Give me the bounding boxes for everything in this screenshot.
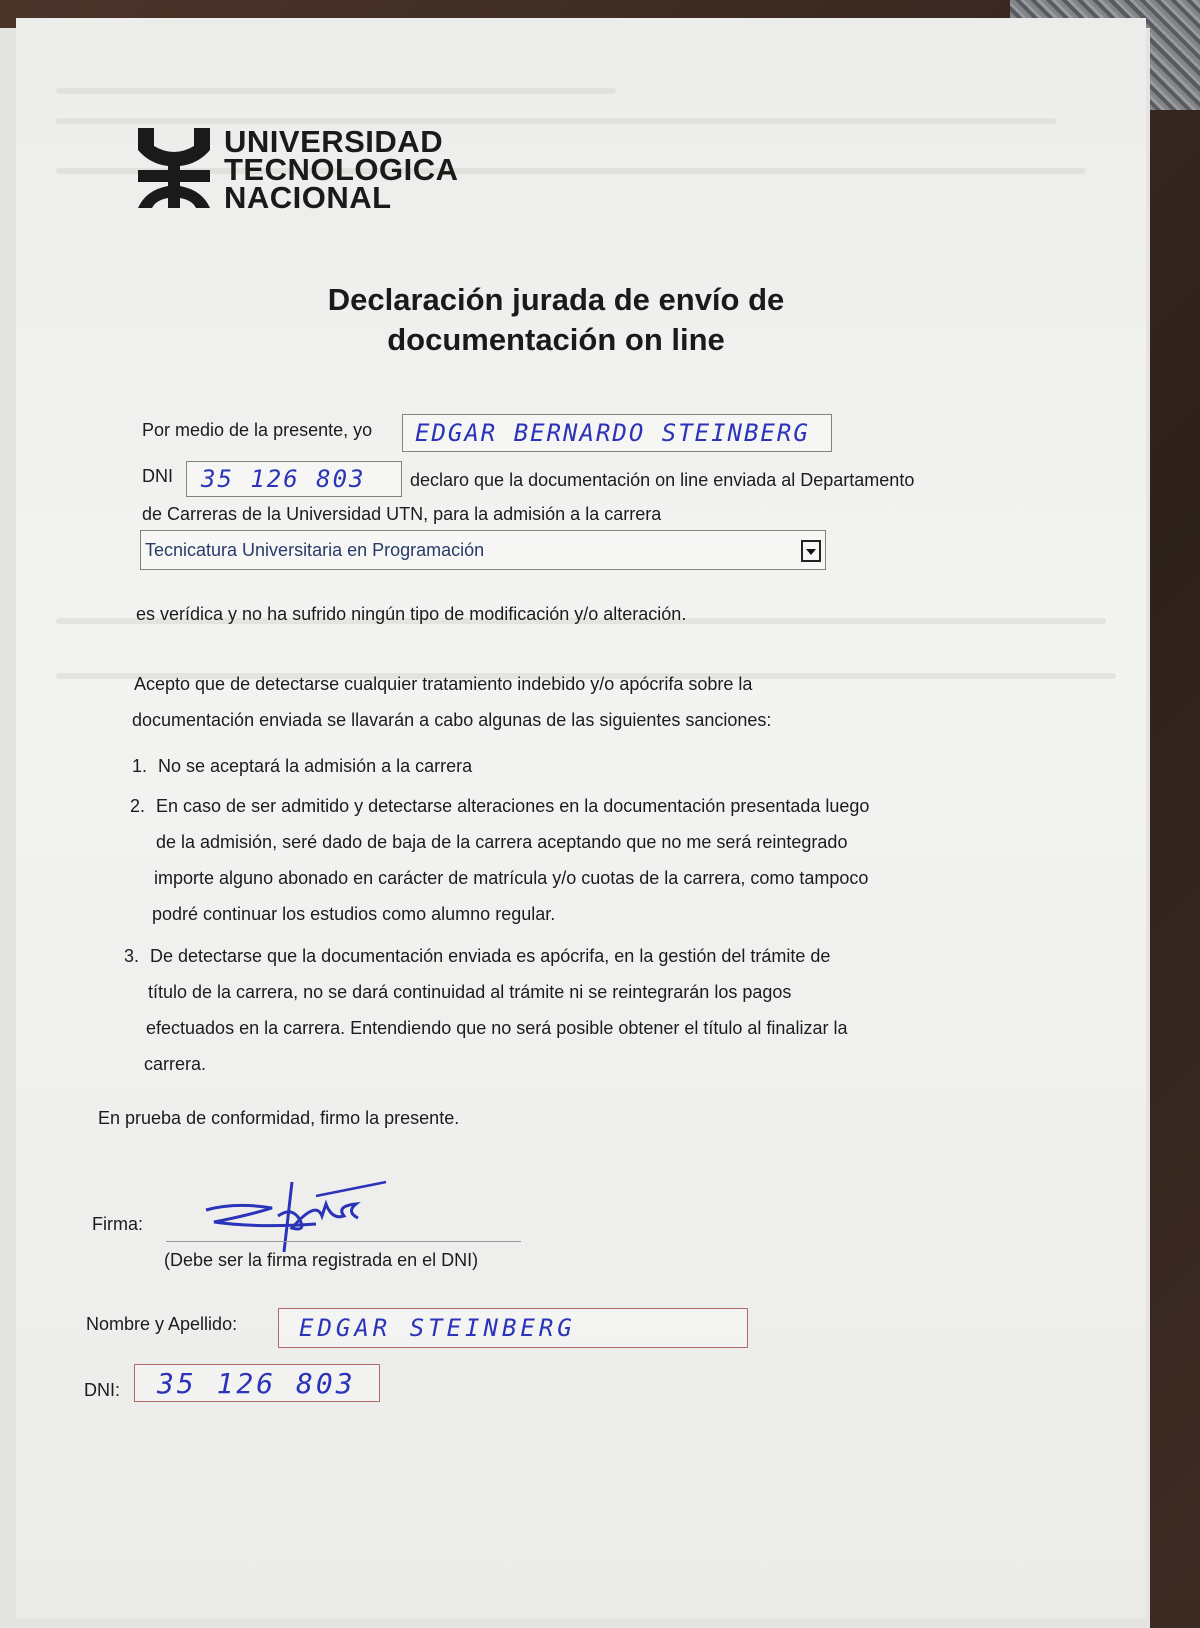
nombre-value: EDGAR STEINBERG xyxy=(299,1314,576,1342)
acepto-line: Acepto que de detectarse cualquier tratamiento indebido y/o apócrifa sobre la xyxy=(134,674,753,694)
list-item: importe alguno abonado en carácter de matrícula y/o cuotas de la carrera, como tampoco xyxy=(154,868,869,888)
list-item: De detectarse que la documentación enviada es apócrifa, en la gestión del trámite de xyxy=(150,946,831,966)
full-name-value: EDGAR BERNARDO STEINBERG xyxy=(415,419,810,447)
logo-line: NACIONAL xyxy=(224,180,392,215)
firma-note: (Debe ser la firma registrada en el DNI) xyxy=(164,1250,479,1270)
title-line: Declaración jurada de envío de xyxy=(327,282,785,317)
footer-dni-field[interactable] xyxy=(134,1364,380,1402)
utn-logo-text xyxy=(224,124,459,215)
list-item: título de la carrera, no se dará continuidad al trámite ni se reintegrarán los pagos xyxy=(148,982,792,1002)
veridica-text: es verídica y no ha sufrido ningún tipo de modificación y/o alteración. xyxy=(136,604,687,624)
footer-dni-value: 35 126 803 xyxy=(157,1367,356,1400)
declaro-text: declaro que la documentación on line enviada al Departamento xyxy=(410,470,915,490)
chevron-down-icon[interactable] xyxy=(801,540,821,562)
page-title xyxy=(246,280,866,360)
list-item: carrera. xyxy=(144,1054,207,1074)
footer-dni-label: DNI: xyxy=(84,1380,120,1400)
yo-label: Por medio de la presente, yo xyxy=(142,420,373,440)
career-select[interactable] xyxy=(140,530,826,570)
logo-line: TECNOLOGICA xyxy=(224,152,459,187)
conformidad-text: En prueba de conformidad, firmo la presente. xyxy=(98,1108,460,1128)
title-line: documentación on line xyxy=(387,322,725,357)
logo-line: UNIVERSIDAD xyxy=(224,124,444,159)
list-number: 3. xyxy=(124,946,140,966)
list-item: En caso de ser admitido y detectarse alteraciones en la documentación presentada luego xyxy=(156,796,870,816)
list-item: podré continuar los estudios como alumno regular. xyxy=(152,904,556,924)
acepto-line: documentación enviada se llavarán a cabo algunas de las siguientes sanciones: xyxy=(132,710,772,730)
show-through-line xyxy=(56,88,616,94)
career-selected-value: Tecnicatura Universitaria en Programación xyxy=(145,540,485,560)
firma-label: Firma: xyxy=(92,1214,143,1234)
list-item: de la admisión, seré dado de baja de la carrera aceptando que no me será reintegrado xyxy=(156,832,848,852)
list-item: No se aceptará la admisión a la carrera xyxy=(158,756,473,776)
nombre-label: Nombre y Apellido: xyxy=(86,1314,238,1334)
full-name-field[interactable] xyxy=(402,414,832,452)
dni-label: DNI xyxy=(142,466,173,486)
intro-line: de Carreras de la Universidad UTN, para la admisión a la carrera xyxy=(142,504,662,524)
document-page xyxy=(16,18,1146,1618)
nombre-field[interactable] xyxy=(278,1308,748,1348)
utn-emblem-icon xyxy=(136,124,212,210)
signature-line xyxy=(166,1241,521,1242)
list-number: 2. xyxy=(130,796,146,816)
list-item: efectuados en la carrera. Entendiendo que no será posible obtener el título al finalizar la xyxy=(146,1018,848,1038)
list-number: 1. xyxy=(132,756,148,776)
signature-image xyxy=(196,1176,396,1256)
dni-value: 35 126 803 xyxy=(201,465,366,493)
dni-field[interactable] xyxy=(186,461,402,497)
